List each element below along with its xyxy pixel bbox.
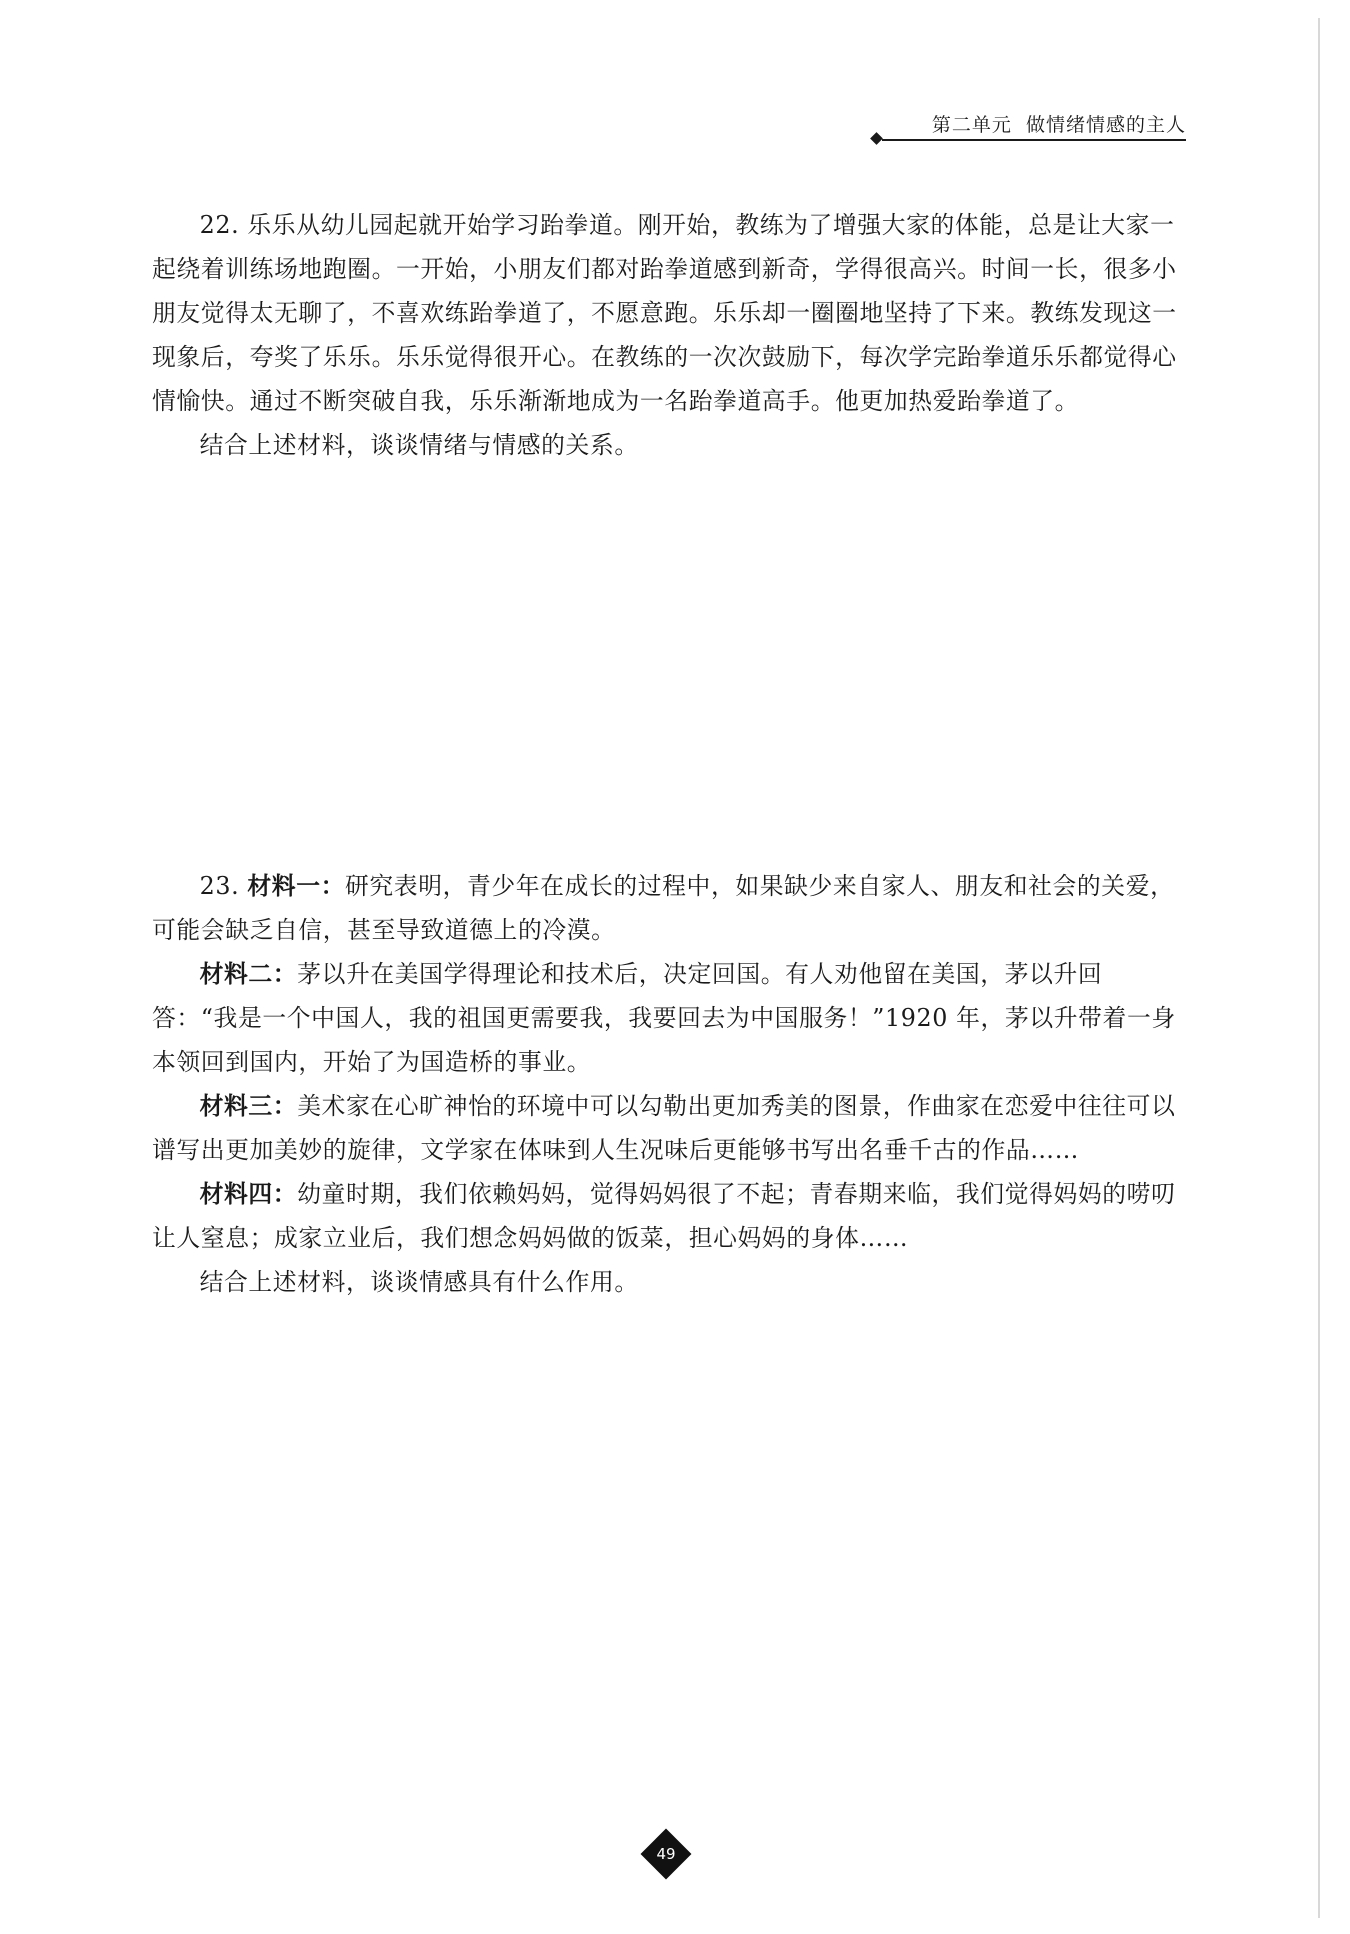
material-1-label: 材料一： (247, 872, 345, 900)
q23-material-3 (152, 1084, 1187, 1172)
question-22 (152, 203, 1187, 467)
q22-material: 22. 乐乐从幼儿园起就开始学习跆拳道。刚开始，教练为了增强大家的体能，总是让大家一起绕着训练场地跑圈。一开始，小朋友们都对跆拳道感到新奇，学得很高兴。时间一长，很多小朋友觉得太无聊了，不喜欢练跆拳道了，不愿意跑。乐乐却一圈圈地坚持了下来。教练发现这一现象后，夸奖了乐乐。乐乐觉得很开心。在教练的一次次鼓励下，每次学完跆拳道乐乐都觉得心情愉快。通过不断突破自我，乐乐渐渐地成为一名跆拳道高手。他更加热爱跆拳道了。 (152, 211, 1177, 415)
material-4-text: 幼童时期，我们依赖妈妈，觉得妈妈很了不起；青春期来临，我们觉得妈妈的唠叨让人窒息；成家立业后，我们想念妈妈做的饭菜，担心妈妈的身体…… (152, 1180, 1176, 1252)
header-rule (882, 139, 1186, 141)
material-3-text: 美术家在心旷神怡的环境中可以勾勒出更加秀美的图景，作曲家在恋爱中往往可以谱写出更加美妙的旋律，文学家在体味到人生况味后更能够书写出名垂千古的作品…… (152, 1092, 1176, 1164)
page-number: 49 (656, 1845, 676, 1863)
question-23 (152, 864, 1187, 1304)
page-edge-line (1318, 18, 1320, 1918)
material-2-label: 材料二： (199, 960, 298, 988)
header-diamond-icon (870, 132, 883, 145)
q23-material-4 (152, 1172, 1187, 1260)
q23-prompt: 结合上述材料，谈谈情感具有什么作用。 (199, 1268, 639, 1296)
q22-prompt: 结合上述材料，谈谈情绪与情感的关系。 (199, 431, 639, 459)
q23-material-2 (152, 952, 1187, 1084)
running-header (872, 108, 1186, 140)
material-4-label: 材料四： (199, 1180, 298, 1208)
q23-number: 23. (199, 872, 248, 900)
material-2-text: 茅以升在美国学得理论和技术后，决定回国。有人劝他留在美国，茅以升回答：“我是一个中国人，我的祖国更需要我，我要回去为中国服务！”1920 年，茅以升带着一身本领回到国内，开始了为国造桥的事业。 (152, 960, 1176, 1076)
q23-material-1 (152, 864, 1187, 952)
material-3-label: 材料三： (199, 1092, 298, 1120)
material-1-text: 研究表明，青少年在成长的过程中，如果缺少来自家人、朋友和社会的关爱，可能会缺乏自信，甚至导致道德上的冷漠。 (152, 872, 1175, 944)
page-number-badge (641, 1829, 691, 1879)
header-title: 第二单元 做情绪情感的主人 (931, 114, 1186, 136)
